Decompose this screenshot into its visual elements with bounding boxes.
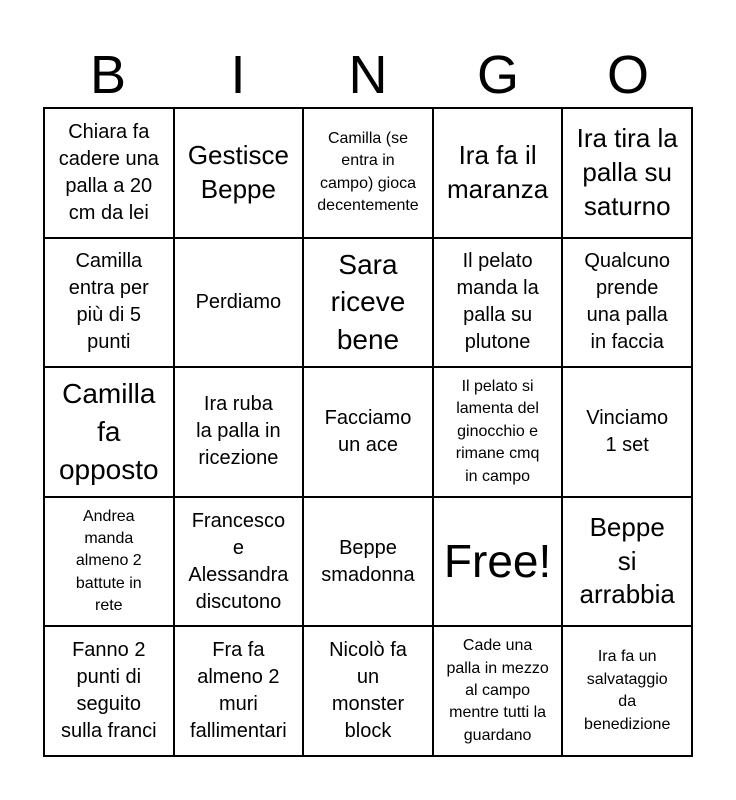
- bingo-cell-label: Fanno 2 punti di seguito sulla franci: [60, 639, 157, 743]
- bingo-cell[interactable]: [174, 497, 304, 627]
- bingo-cell[interactable]: [174, 238, 304, 368]
- bingo-cell-label: Vinciamo 1 set: [586, 406, 669, 456]
- bingo-cell[interactable]: [433, 238, 563, 368]
- bingo-cell[interactable]: [562, 238, 692, 368]
- bingo-cell[interactable]: [44, 238, 174, 368]
- bingo-cell[interactable]: [303, 497, 433, 627]
- bingo-grid: [43, 107, 693, 757]
- bingo-cell-label: Beppe si arrabbia: [579, 511, 675, 610]
- bingo-cell-label: Andrea manda almeno 2 battute in rete: [75, 507, 142, 615]
- bingo-cell[interactable]: [174, 626, 304, 756]
- bingo-cell-label: Nicolò fa un monster block: [329, 639, 407, 743]
- bingo-cell[interactable]: [174, 108, 304, 238]
- bingo-cell-label: Ira tira la palla su saturno: [576, 123, 678, 221]
- bingo-cell-label: Ira fa il maranza: [447, 140, 549, 204]
- bingo-cell[interactable]: [44, 497, 174, 627]
- bingo-cell-label: Beppe smadonna: [321, 536, 415, 586]
- bingo-cell-label: Francesco e Alessandra discutono: [188, 509, 289, 613]
- bingo-cell[interactable]: [433, 108, 563, 238]
- bingo-cell-label: Ira ruba la palla in ricezione: [196, 393, 281, 470]
- bingo-cell-label: Facciamo un ace: [324, 406, 412, 456]
- bingo-cell-label: Il pelato manda la palla su plutone: [456, 250, 539, 354]
- bingo-cell-label: Fra fa almeno 2 muri fallimentari: [190, 639, 287, 743]
- bingo-header: [43, 40, 693, 110]
- bingo-cell[interactable]: [44, 367, 174, 497]
- bingo-cell[interactable]: [562, 108, 692, 238]
- bingo-cell[interactable]: [303, 367, 433, 497]
- bingo-cell[interactable]: [44, 108, 174, 238]
- bingo-cell[interactable]: [562, 497, 692, 627]
- header-letter-n: N: [348, 45, 388, 105]
- bingo-cell-label: Camilla (se entra in campo) gioca decentemente: [317, 130, 419, 215]
- bingo-cell[interactable]: [303, 626, 433, 756]
- bingo-cell[interactable]: [303, 108, 433, 238]
- header-letter-o: O: [606, 45, 649, 105]
- bingo-cell-label: Camilla fa opposto: [58, 378, 159, 485]
- bingo-cell-label: Qualcuno prende una palla in faccia: [584, 250, 670, 354]
- bingo-cell[interactable]: [433, 626, 563, 756]
- bingo-cell[interactable]: [562, 626, 692, 756]
- bingo-cell-label: Chiara fa cadere una palla a 20 cm da lei: [58, 120, 159, 224]
- bingo-cell-label: Camilla entra per più di 5 punti: [68, 250, 149, 354]
- bingo-cell[interactable]: [433, 497, 563, 627]
- bingo-cell-label: Gestisce Beppe: [187, 140, 289, 204]
- bingo-cell[interactable]: [303, 238, 433, 368]
- header-letter-i: I: [230, 45, 246, 105]
- header-letter-b: B: [89, 45, 127, 105]
- bingo-cell-label: Perdiamo: [195, 290, 282, 313]
- bingo-cell[interactable]: [174, 367, 304, 497]
- bingo-cell[interactable]: [562, 367, 692, 497]
- bingo-cell-label: Free!: [443, 535, 552, 588]
- bingo-cell-label: Cade una palla in mezzo al campo mentre tutti la guardano: [446, 637, 549, 744]
- bingo-cell-label: Il pelato si lamenta del ginocchio e rimane cmq in campo: [455, 378, 540, 485]
- header-letter-g: G: [476, 45, 519, 105]
- bingo-cell[interactable]: [433, 367, 563, 497]
- bingo-cell[interactable]: [44, 626, 174, 756]
- bingo-cell-label: Ira fa un salvataggio da benedizione: [584, 648, 671, 733]
- bingo-cell-label: Sara riceve bene: [330, 248, 406, 356]
